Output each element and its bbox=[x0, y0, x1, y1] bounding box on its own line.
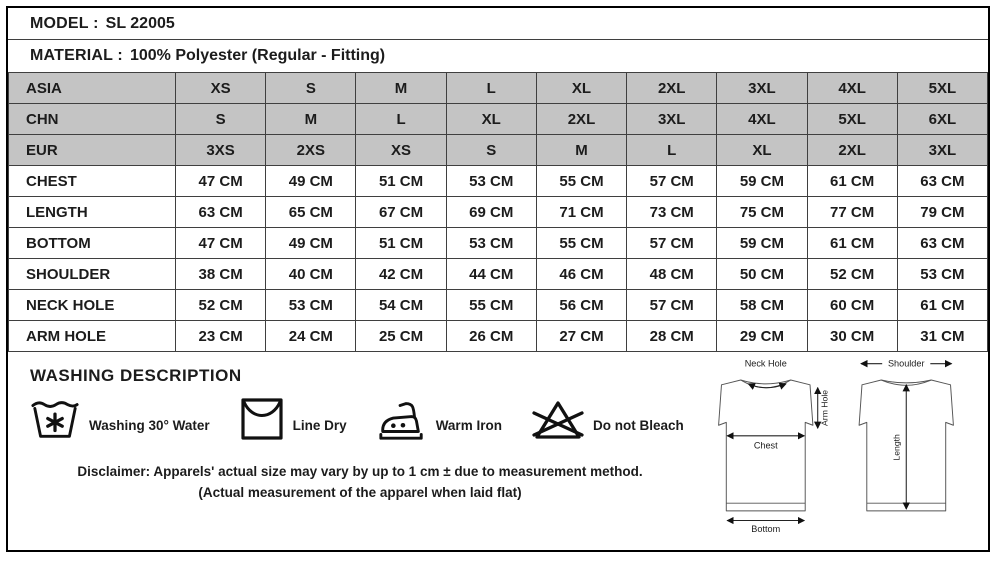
table-cell: 53 CM bbox=[897, 259, 987, 290]
table-cell: 58 CM bbox=[717, 290, 807, 321]
table-cell: 54 CM bbox=[356, 290, 446, 321]
row-label: SHOULDER bbox=[9, 259, 176, 290]
table-cell: 47 CM bbox=[176, 228, 266, 259]
table-cell: 46 CM bbox=[536, 259, 626, 290]
table-cell: XL bbox=[717, 135, 807, 166]
table-cell: 24 CM bbox=[266, 321, 356, 352]
table-cell: 53 CM bbox=[446, 166, 536, 197]
washing-item-label: Warm Iron bbox=[435, 417, 502, 433]
row-label: NECK HOLE bbox=[9, 290, 176, 321]
material-value: 100% Polyester (Regular - Fitting) bbox=[129, 47, 386, 64]
table-cell: 26 CM bbox=[446, 321, 536, 352]
size-chart-sheet bbox=[6, 6, 990, 552]
table-cell: 42 CM bbox=[356, 259, 446, 290]
table-cell: 44 CM bbox=[446, 259, 536, 290]
table-cell: 57 CM bbox=[627, 290, 717, 321]
table-cell: 2XL bbox=[536, 104, 626, 135]
table-cell: 2XS bbox=[266, 135, 356, 166]
neck-hole-label: Neck Hole bbox=[744, 358, 787, 369]
disclaimer-line-1: Disclaimer: Apparels' actual size may vary by up to 1 cm ± due to measurement method. bbox=[77, 464, 643, 479]
table-cell: 3XL bbox=[897, 135, 987, 166]
table-cell: 50 CM bbox=[717, 259, 807, 290]
size-chart-table bbox=[8, 72, 988, 352]
do-not-bleach-icon bbox=[532, 396, 584, 442]
table-cell: 55 CM bbox=[536, 166, 626, 197]
row-label: EUR bbox=[9, 135, 176, 166]
table-cell: 63 CM bbox=[176, 197, 266, 228]
table-cell: 55 CM bbox=[536, 228, 626, 259]
table-row bbox=[9, 321, 988, 352]
bottom-section bbox=[8, 352, 988, 550]
table-cell: 30 CM bbox=[807, 321, 897, 352]
table-cell: 23 CM bbox=[176, 321, 266, 352]
table-row bbox=[9, 73, 988, 104]
table-cell: S bbox=[446, 135, 536, 166]
table-cell: 59 CM bbox=[717, 228, 807, 259]
table-cell: S bbox=[266, 73, 356, 104]
table-cell: 3XL bbox=[717, 73, 807, 104]
disclaimer-line-2: (Actual measurement of the apparel when laid flat) bbox=[198, 484, 522, 500]
size-chart-body bbox=[9, 73, 988, 352]
table-cell: 3XS bbox=[176, 135, 266, 166]
material-label: MATERIAL : bbox=[30, 47, 123, 64]
table-cell: M bbox=[356, 73, 446, 104]
row-label: BOTTOM bbox=[9, 228, 176, 259]
row-label: ARM HOLE bbox=[9, 321, 176, 352]
table-row bbox=[9, 104, 988, 135]
washing-item bbox=[240, 397, 347, 441]
table-cell: 6XL bbox=[897, 104, 987, 135]
wash-30-icon bbox=[30, 396, 80, 442]
table-cell: XS bbox=[176, 73, 266, 104]
table-cell: 2XL bbox=[807, 135, 897, 166]
table-cell: XL bbox=[536, 73, 626, 104]
table-cell: 29 CM bbox=[717, 321, 807, 352]
table-cell: 38 CM bbox=[176, 259, 266, 290]
table-cell: 48 CM bbox=[627, 259, 717, 290]
table-cell: 51 CM bbox=[356, 166, 446, 197]
table-cell: L bbox=[627, 135, 717, 166]
table-cell: 52 CM bbox=[176, 290, 266, 321]
table-cell: 71 CM bbox=[536, 197, 626, 228]
table-cell: 77 CM bbox=[807, 197, 897, 228]
line-dry-icon bbox=[240, 397, 284, 441]
table-row bbox=[9, 135, 988, 166]
table-cell: 69 CM bbox=[446, 197, 536, 228]
front-shirt-figure bbox=[719, 359, 830, 534]
washing-item-label: Washing 30° Water bbox=[89, 417, 210, 433]
table-cell: 65 CM bbox=[266, 197, 356, 228]
table-cell: 53 CM bbox=[266, 290, 356, 321]
table-cell: 61 CM bbox=[807, 228, 897, 259]
table-cell: 55 CM bbox=[446, 290, 536, 321]
table-cell: 25 CM bbox=[356, 321, 446, 352]
length-label: Length bbox=[891, 434, 902, 461]
table-cell: S bbox=[176, 104, 266, 135]
table-cell: 61 CM bbox=[897, 290, 987, 321]
row-label: ASIA bbox=[9, 73, 176, 104]
table-cell: 4XL bbox=[717, 104, 807, 135]
table-cell: 40 CM bbox=[266, 259, 356, 290]
model-label: MODEL : bbox=[30, 14, 99, 32]
table-cell: 57 CM bbox=[627, 228, 717, 259]
measurement-diagram bbox=[690, 352, 988, 550]
washing-item bbox=[377, 397, 502, 441]
table-cell: 60 CM bbox=[807, 290, 897, 321]
table-row bbox=[9, 290, 988, 321]
disclaimer bbox=[30, 462, 690, 504]
arm-hole-label: Arm Hole bbox=[819, 389, 830, 426]
table-cell: 75 CM bbox=[717, 197, 807, 228]
table-cell: 49 CM bbox=[266, 166, 356, 197]
material-row bbox=[8, 40, 988, 72]
table-cell: 3XL bbox=[627, 104, 717, 135]
table-cell: 59 CM bbox=[717, 166, 807, 197]
table-cell: L bbox=[356, 104, 446, 135]
table-cell: 63 CM bbox=[897, 166, 987, 197]
chest-label: Chest bbox=[753, 440, 778, 451]
table-cell: 31 CM bbox=[897, 321, 987, 352]
table-cell: 61 CM bbox=[807, 166, 897, 197]
table-cell: 56 CM bbox=[536, 290, 626, 321]
table-cell: 63 CM bbox=[897, 228, 987, 259]
washing-section bbox=[8, 352, 690, 550]
table-row bbox=[9, 166, 988, 197]
bottom-label: Bottom bbox=[751, 524, 781, 534]
table-cell: 52 CM bbox=[807, 259, 897, 290]
washing-item-label: Do not Bleach bbox=[592, 417, 684, 433]
table-row bbox=[9, 259, 988, 290]
tshirt-diagram-svg bbox=[690, 355, 982, 534]
shoulder-label: Shoulder bbox=[887, 358, 925, 369]
row-label: LENGTH bbox=[9, 197, 176, 228]
model-row bbox=[8, 8, 988, 40]
table-cell: 53 CM bbox=[446, 228, 536, 259]
table-cell: 49 CM bbox=[266, 228, 356, 259]
back-shirt-figure bbox=[859, 359, 953, 511]
row-label: CHEST bbox=[9, 166, 176, 197]
washing-items bbox=[30, 396, 690, 442]
row-label: CHN bbox=[9, 104, 176, 135]
model-value: SL 22005 bbox=[105, 14, 175, 32]
table-cell: M bbox=[266, 104, 356, 135]
table-row bbox=[9, 197, 988, 228]
table-cell: L bbox=[446, 73, 536, 104]
table-cell: 5XL bbox=[897, 73, 987, 104]
table-cell: XS bbox=[356, 135, 446, 166]
table-cell: 5XL bbox=[807, 104, 897, 135]
table-cell: 4XL bbox=[807, 73, 897, 104]
table-row bbox=[9, 228, 988, 259]
warm-iron-icon bbox=[377, 397, 427, 441]
table-cell: M bbox=[536, 135, 626, 166]
washing-item bbox=[532, 396, 684, 442]
table-cell: 73 CM bbox=[627, 197, 717, 228]
washing-item bbox=[30, 396, 210, 442]
washing-title: WASHING DESCRIPTION bbox=[30, 366, 242, 385]
table-cell: 47 CM bbox=[176, 166, 266, 197]
table-cell: 57 CM bbox=[627, 166, 717, 197]
table-cell: 51 CM bbox=[356, 228, 446, 259]
washing-item-label: Line Dry bbox=[292, 417, 347, 433]
table-cell: 2XL bbox=[627, 73, 717, 104]
table-cell: XL bbox=[446, 104, 536, 135]
table-cell: 27 CM bbox=[536, 321, 626, 352]
table-cell: 67 CM bbox=[356, 197, 446, 228]
table-cell: 28 CM bbox=[627, 321, 717, 352]
table-cell: 79 CM bbox=[897, 197, 987, 228]
